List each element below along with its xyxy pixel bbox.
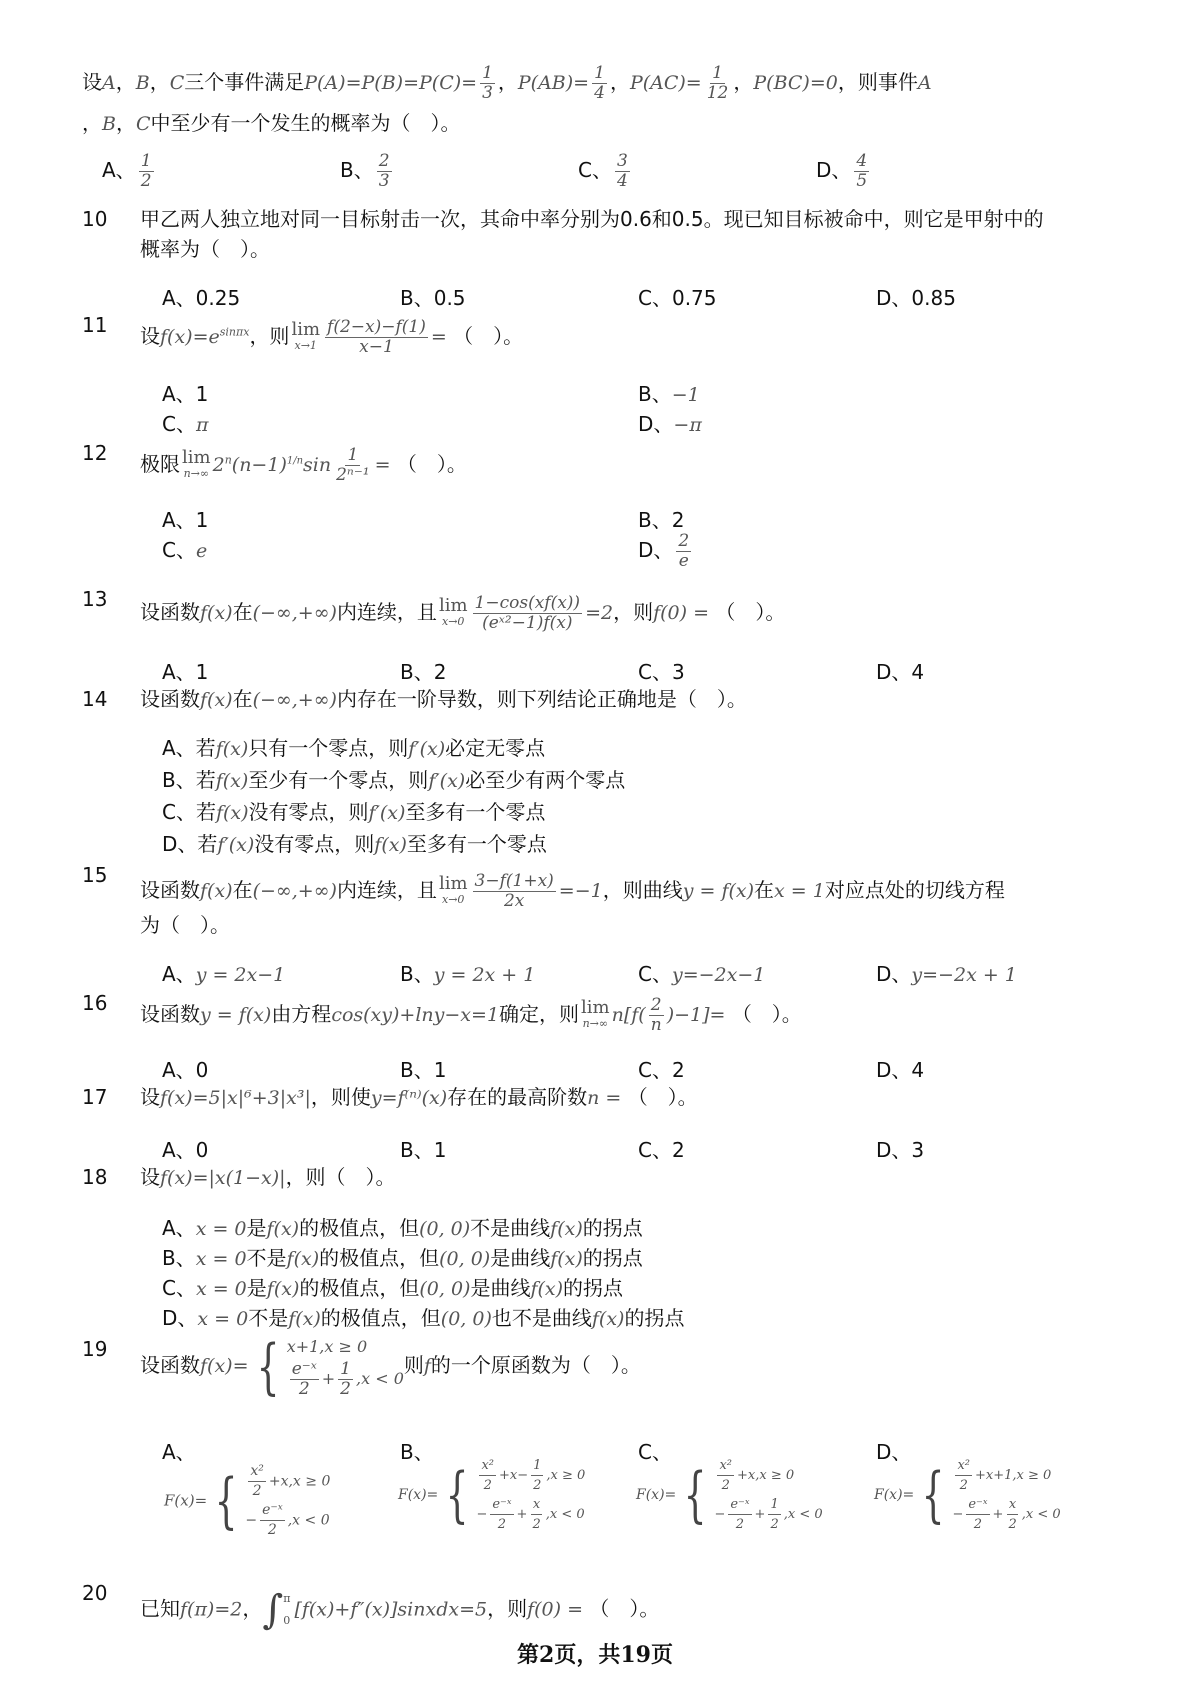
q15-option-a[interactable]: A、y = 2x−1 (162, 962, 286, 986)
q13-text: 设函数f(x)在(−∞,+∞)内连续，且 lim x→0 $\frac{1-\cos(xf(x))}{\text{(eˣ²−1)f(x)}}$ =2，则f(0) = （ ）。 (140, 593, 786, 633)
q17-option-b[interactable]: B、1 (400, 1138, 447, 1162)
q19-option-a-formula[interactable]: F(x)= { $\frac{\text{x²}}{2}$ +x,x ≥ 0 − $\frac{\text{e⁻ˣ}}{2}$ ,x < 0 (164, 1463, 331, 1538)
q14-option-c[interactable]: C、若f(x)没有零点，则f′(x)至多有一个零点 (162, 800, 546, 824)
q14-option-b[interactable]: B、若f(x)至少有一个零点，则f′(x)必至少有两个零点 (162, 768, 626, 792)
q12-text: 极限 lim n→∞ $2^n(n-1)^{1/n}\sin$ $\frac{1}{\text{2ⁿ⁻¹}}$ = （ ）。 (140, 445, 467, 485)
q17-option-a[interactable]: A、0 (162, 1138, 209, 1162)
q12-number: 12 (82, 441, 108, 465)
q10-option-a[interactable]: A、0.25 (162, 286, 241, 310)
q19-text: 设函数f(x)= { x+1,x ≥ 0 $\frac{\text{e⁻ˣ}}{2}$ + $\frac{1}{2}$ ,x < 0 则f的一个原函数为（ ）。 (140, 1331, 641, 1402)
q16-option-c[interactable]: C、2 (638, 1058, 685, 1082)
q9-option-a[interactable]: A、 $\frac{1}{2}$ (102, 151, 152, 191)
q18-option-b[interactable]: B、x = 0不是f(x)的极值点，但(0, 0)是曲线f(x)的拐点 (162, 1246, 643, 1270)
q16-option-a[interactable]: A、0 (162, 1058, 209, 1082)
q14-option-a[interactable]: A、若f(x)只有一个零点，则f′(x)必定无零点 (162, 736, 546, 760)
q14-text: 设函数f(x)在(−∞,+∞)内存在一阶导数，则下列结论正确地是（ ）。 (140, 687, 747, 711)
q10-option-d[interactable]: D、0.85 (876, 286, 956, 310)
q14-option-d[interactable]: D、若f′(x)没有零点，则f(x)至多有一个零点 (162, 832, 547, 856)
q11-option-a[interactable]: A、1 (162, 382, 209, 406)
q15-text-line-2: 为（ ）。 (140, 913, 230, 937)
q11-option-c[interactable]: C、π (162, 412, 209, 436)
q17-option-d[interactable]: D、3 (876, 1138, 925, 1162)
q16-text: 设函数y = f(x)由方程cos(xy)+lny−x=1确定，则 lim n→∞ n[f( $\frac{2}{n}$ )−1]= （ ）。 (140, 995, 802, 1035)
q19-number: 19 (82, 1337, 108, 1361)
q11-number: 11 (82, 313, 108, 337)
q9-line-1: 设A，B，C三个事件满足P(A)=P(B)=P(C)= $\frac{1}{3}$ ，P(AB)= $\frac{1}{4}$ ，P(AC)= $\frac{1}{12}$ ，P(BC)=0，则事件A (82, 63, 932, 103)
q20-number: 20 (82, 1581, 108, 1605)
q15-option-d[interactable]: D、y=−2x + 1 (876, 962, 1017, 986)
q9-option-c[interactable]: C、 $\frac{3}{4}$ (578, 151, 628, 191)
q15-option-c[interactable]: C、y=−2x−1 (638, 962, 766, 986)
q10-text-line-1: 甲乙两人独立地对同一目标射击一次，其命中率分别为0.6和0.5。现已知目标被命中，则它是甲射中的 (140, 207, 1044, 231)
q15-number: 15 (82, 863, 108, 887)
q13-option-b[interactable]: B、2 (400, 660, 447, 684)
q17-number: 17 (82, 1085, 108, 1109)
q15-option-b[interactable]: B、y = 2x + 1 (400, 962, 536, 986)
q10-option-b[interactable]: B、0.5 (400, 286, 466, 310)
q14-number: 14 (82, 687, 108, 711)
q9-option-b[interactable]: B、 $\frac{2}{3}$ (340, 151, 390, 191)
q18-number: 18 (82, 1165, 108, 1189)
q10-text-line-2: 概率为（ ）。 (140, 237, 270, 261)
q19-option-d-label[interactable]: D、 (876, 1440, 912, 1464)
q11-option-d[interactable]: D、−π (638, 412, 702, 436)
q16-option-b[interactable]: B、1 (400, 1058, 447, 1082)
q11-text: 设$f(x)=e^{sin\pi x}$，则 lim x→1 $\frac{f(2-x)-f(1)}{x-1}$ = （ ）。 (140, 317, 524, 357)
q9-line-2: ，B，C中至少有一个发生的概率为（ ）。 (82, 111, 461, 135)
q16-option-d[interactable]: D、4 (876, 1058, 925, 1082)
q17-option-c[interactable]: C、2 (638, 1138, 685, 1162)
q18-option-c[interactable]: C、x = 0是f(x)的极值点，但(0, 0)是曲线f(x)的拐点 (162, 1276, 624, 1300)
q19-option-c-label[interactable]: C、 (638, 1440, 672, 1464)
q13-option-a[interactable]: A、1 (162, 660, 209, 684)
q10-number: 10 (82, 207, 108, 231)
q20-text: 已知f(π)=2，∫ π 0 [f(x)+f″(x)]sinxdx=5，则f(0) = （ ）。 (140, 1587, 660, 1633)
q19-option-b-label[interactable]: B、 (400, 1440, 434, 1464)
q18-text: 设f(x)=|x(1−x)|，则（ ）。 (140, 1165, 396, 1189)
q12-option-b[interactable]: B、2 (638, 508, 685, 532)
q19-option-b-formula[interactable]: F(x)= { $\frac{\text{x²}}{2}$ +x− $\frac{1}{2}$ ,x ≥ 0 − $\frac{\text{e⁻ˣ}}{2}$ + $\frac{x}{2}$ ,x < 0 (398, 1458, 586, 1532)
q19-option-d-formula[interactable]: F(x)= { $\frac{\text{x²}}{2}$ +x+1,x ≥ 0 − $\frac{\text{e⁻ˣ}}{2}$ + $\frac{x}{2}$ ,x < 0 (874, 1458, 1061, 1532)
q19-option-c-formula[interactable]: F(x)= { $\frac{\text{x²}}{2}$ +x,x ≥ 0 − $\frac{\text{e⁻ˣ}}{2}$ + $\frac{1}{2}$ ,x < 0 (636, 1458, 823, 1532)
q11-option-b[interactable]: B、−1 (638, 382, 700, 406)
q9-option-d[interactable]: D、 $\frac{4}{5}$ (816, 151, 868, 191)
q12-option-a[interactable]: A、1 (162, 508, 209, 532)
q13-option-d[interactable]: D、4 (876, 660, 925, 684)
q18-option-d[interactable]: D、x = 0不是f(x)的极值点，但(0, 0)也不是曲线f(x)的拐点 (162, 1306, 685, 1330)
q13-option-c[interactable]: C、3 (638, 660, 685, 684)
q17-text: 设f(x)=5|x|⁶+3|x³|，则使y=f⁽ⁿ⁾(x)存在的最高阶数n = （ ）。 (140, 1085, 698, 1109)
q12-option-d[interactable]: D、 $\frac{2}{e}$ (638, 531, 690, 571)
q15-text-line-1: 设函数f(x)在(−∞,+∞)内连续，且 lim x→0 $\frac{3-f(1+x)}{2x}$ =−1，则曲线y = f(x)在x = 1对应点处的切线方程 (140, 871, 1005, 911)
q19-option-a-label[interactable]: A、 (162, 1440, 196, 1464)
q13-number: 13 (82, 587, 108, 611)
page-footer: 第2页，共19页 (517, 1642, 673, 1668)
q16-number: 16 (82, 991, 108, 1015)
q18-option-a[interactable]: A、x = 0是f(x)的极值点，但(0, 0)不是曲线f(x)的拐点 (162, 1216, 643, 1240)
q10-option-c[interactable]: C、0.75 (638, 286, 717, 310)
q12-option-c[interactable]: C、e (162, 538, 208, 562)
